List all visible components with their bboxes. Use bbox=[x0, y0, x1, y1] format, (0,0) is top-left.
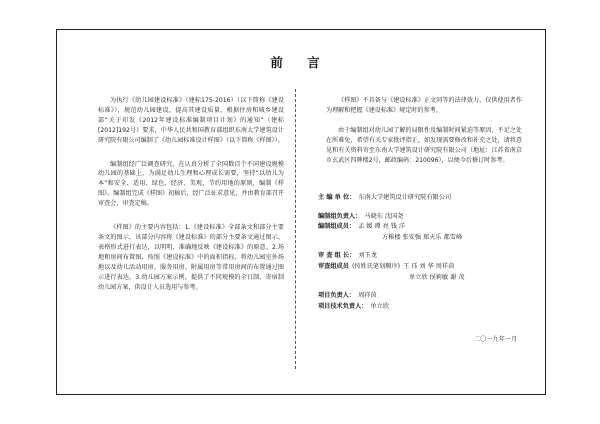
credit-review-members-line2: 单立欣 侯莉敏 谢 茂 bbox=[409, 273, 465, 281]
credit-lead-label: 编制组负责人： bbox=[318, 212, 362, 220]
credit-tech-lead-label: 项目技术负责人： bbox=[318, 302, 368, 310]
left-column bbox=[98, 96, 284, 306]
credit-members-row-2 bbox=[318, 232, 528, 243]
credit-review-lead-label: 审 查 组 长： bbox=[318, 252, 356, 260]
credit-members-label: 编制组成员： bbox=[318, 223, 356, 231]
credit-review-members-row-2 bbox=[318, 272, 528, 283]
credit-project-lead-row bbox=[318, 290, 528, 301]
right-column bbox=[326, 96, 522, 175]
credit-lead-row bbox=[318, 211, 528, 222]
credit-project-lead-label: 项目负责人： bbox=[318, 292, 356, 300]
credit-tech-lead-value: 单立欣 bbox=[370, 302, 390, 310]
credit-project-lead-value: 周祥茵 bbox=[358, 292, 377, 300]
credit-review-members-note: (按姓氏笔划顺序) bbox=[351, 262, 401, 270]
page-title: 前 言 bbox=[270, 55, 330, 70]
credit-review-members-row bbox=[318, 261, 528, 272]
credit-review-members-line1: 王 珏 刘 华 周祥茵 bbox=[403, 262, 455, 270]
credit-tech-lead-row bbox=[318, 301, 528, 312]
credit-review-lead-row bbox=[318, 250, 528, 261]
paragraph-legal-note: 《样图》不具备与《建设标准》正文同等的法律效力，仅供使用者作为理解和把握《建设标准》规定时的参考。 bbox=[326, 97, 522, 114]
credit-org-value: 东南大学建筑设计研究院有限公司 bbox=[358, 194, 452, 201]
credit-org-label: 主 编 单 位： bbox=[318, 194, 356, 201]
credit-review-members-label: 审查组成员 bbox=[318, 262, 349, 270]
paragraph-process: 编制组经广泛调查研究，在认真分析了全国数百个不同建设规模幼儿园的基础上，为满足幼儿生理和心理成长需要，坚持“以幼儿为本”和安全、适用、绿色、经济、美观，节约用地的原则，编制《样图》。编制组完成《样图》初稿后，经广泛征求意见，并由教育部召开审查会，审查定稿。 bbox=[98, 160, 284, 208]
credit-lead-value: 马晓东 沈国尧 bbox=[364, 212, 404, 220]
credit-members-line1: 孟 媛 谭 亮 钱 洋 bbox=[358, 223, 406, 231]
paragraph-feedback: 由于编制组对幼儿园了解的局限性及编制时间紧迫等原因，不足之处在所难免，希望有关专家批评指正，如发现需要修改和补充之处，请将意见和有关资料寄至东南大学建筑设计研究院有限公司（地址：江苏省南京市玄武区四牌楼2号，邮政编码：210096），以便今后修订时参考。 bbox=[326, 126, 522, 164]
paragraph-intro: 为执行《幼儿园建设标准》（建标175-2016）（以下简称《建设标准》），规范幼儿园建设，提高其建设质量，根据住房和城乡建设部“关于印发《2012年建设标准编制项目计划》的通知”（建标[2012]192号）要求，中华人民共和国教育部组织东南大学建筑设计研究院有限公司编制了《幼儿园标准设计样图》（以下简称《样图》）。 bbox=[98, 97, 284, 144]
paragraph-contents: 《样图》的主要内容包括：1.《建设标准》全部条文和部分主要条文的图示，该部分内容将《建设标准》的部分主要条文通过图示、表格形式进行表达，以明明、准确地反映《建设标准》的原意。2.场地和房间布置图，按照《建设标准》中的面积指标，将幼儿园室外场地以及幼儿活动用房、服务用房、附属用房等常用房间的布置通过图示进行表达。3.幼儿园方案示例，提供了不同规模的全日制、寄宿制幼儿园方案，供设计人员选用与参考。 bbox=[98, 224, 284, 291]
publication-date: 二〇一九年一月 bbox=[474, 336, 518, 343]
credit-review-lead-value: 刘玉龙 bbox=[358, 252, 377, 260]
credit-members-line2: 方椿楼 张安强 郑天乐 都雪峰 bbox=[382, 233, 463, 241]
credits-block bbox=[318, 192, 528, 311]
column-divider bbox=[295, 89, 297, 369]
credit-members-row bbox=[318, 221, 528, 232]
credit-org-row bbox=[318, 192, 528, 203]
